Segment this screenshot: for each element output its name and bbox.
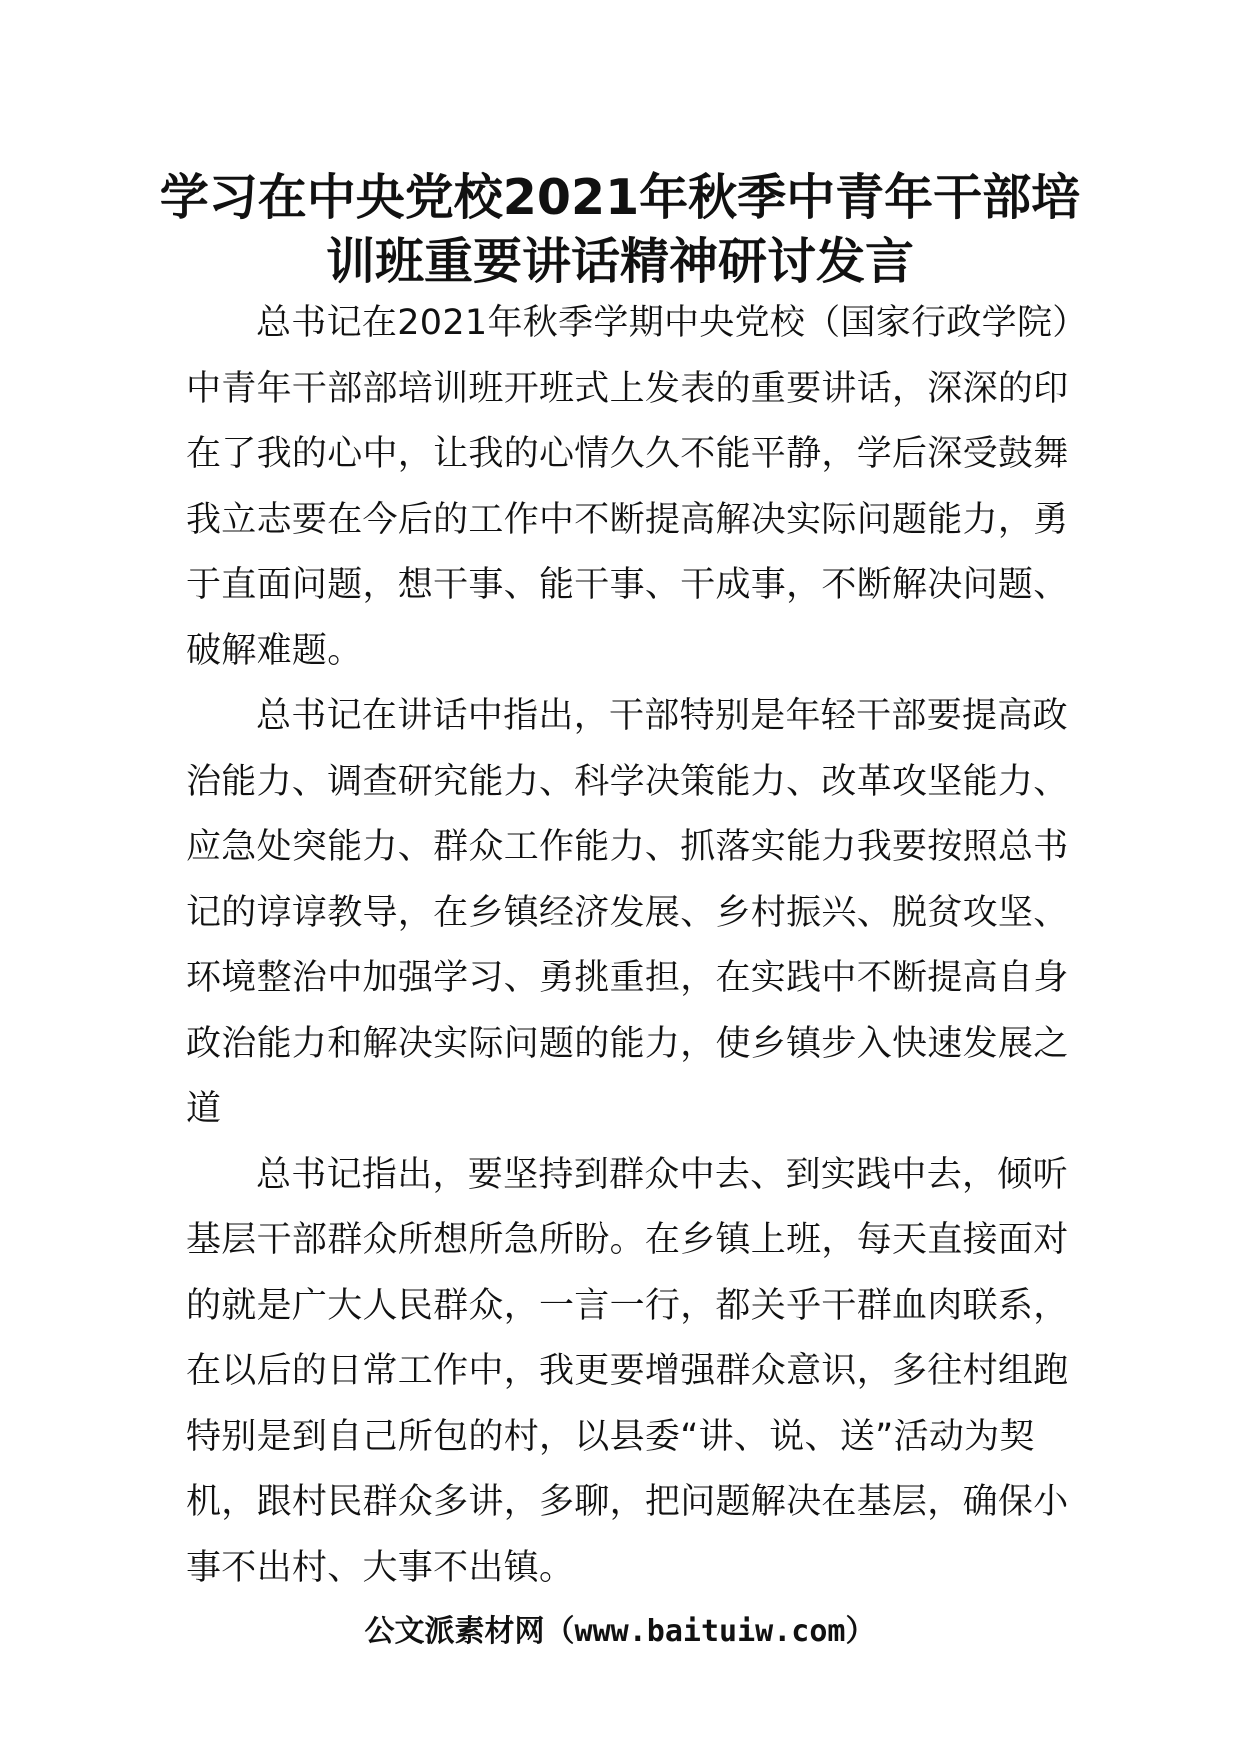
paragraph-line: 在了我的心中，让我的心情久久不能平静，学后深受鼓舞 [186, 434, 1069, 474]
paragraph-line: 道 [186, 1089, 222, 1129]
paragraph-line: 特别是到自己所包的村，以县委“讲、说、送”活动为契 [186, 1416, 1035, 1457]
paragraph-line: 记的谆谆教导，在乡镇经济发展、乡村振兴、脱贫攻坚、 [186, 892, 1069, 933]
footer-close-paren: ） [845, 1614, 876, 1649]
document-title [150, 166, 1090, 294]
paragraph-line: 总书记在2021年秋季学期中央党校（国家行政学院） [256, 303, 1088, 343]
paragraph-line: 的就是广大人民群众，一言一行，都关乎干群血肉联系， [186, 1285, 1069, 1326]
paragraph-line: 环境整治中加强学习、勇挑重担，在实践中不断提高自身 [186, 958, 1069, 998]
paragraph-line: 总书记在讲话中指出，干部特别是年轻干部要提高政 [256, 696, 1068, 736]
title-line-2: 训班重要讲话精神研讨发言 [325, 233, 914, 290]
paragraph-line: 总书记指出，要坚持到群众中去、到实践中去，倾听 [256, 1154, 1068, 1195]
paragraph-line: 破解难题。 [186, 630, 363, 671]
paragraph-line: 政治能力和解决实际问题的能力，使乡镇步入快速发展之 [186, 1023, 1069, 1064]
paragraph-line: 于直面问题，想干事、能干事、干成事，不断解决问题、 [186, 565, 1069, 605]
paragraph-line: 基层干部群众所想所急所盼。在乡镇上班，每天直接面对 [186, 1220, 1069, 1260]
paragraph-line: 机，跟村民群众多讲，多聊，把问题解决在基层，确保小 [186, 1482, 1069, 1522]
paragraph-line: 事不出村、大事不出镇。 [186, 1547, 575, 1588]
paragraph-line: 中青年干部部培训班开班式上发表的重要讲话，深深的印 [186, 368, 1069, 409]
paragraph-3 [186, 1143, 1069, 1602]
paragraph-line: 治能力、调查研究能力、科学决策能力、改革攻坚能力、 [186, 761, 1069, 802]
title-line-1: 学习在中央党校2021年秋季中青年干部培 [159, 169, 1081, 226]
document-body [186, 291, 1088, 1601]
footer-site-name: 公文派素材网（ [364, 1614, 575, 1649]
paragraph-line: 我立志要在今后的工作中不断提高解决实际问题能力，勇 [186, 499, 1069, 540]
paragraph-1 [186, 291, 1088, 684]
paragraph-line: 应急处突能力、群众工作能力、抓落实能力我要按照总书 [186, 827, 1069, 867]
footer-source [0, 1612, 1240, 1652]
paragraph-line: 在以后的日常工作中，我更要增强群众意识，多往村组跑 [186, 1351, 1069, 1391]
footer-url-link[interactable]: www.baituiw.com [574, 1614, 846, 1649]
paragraph-2 [186, 684, 1069, 1143]
